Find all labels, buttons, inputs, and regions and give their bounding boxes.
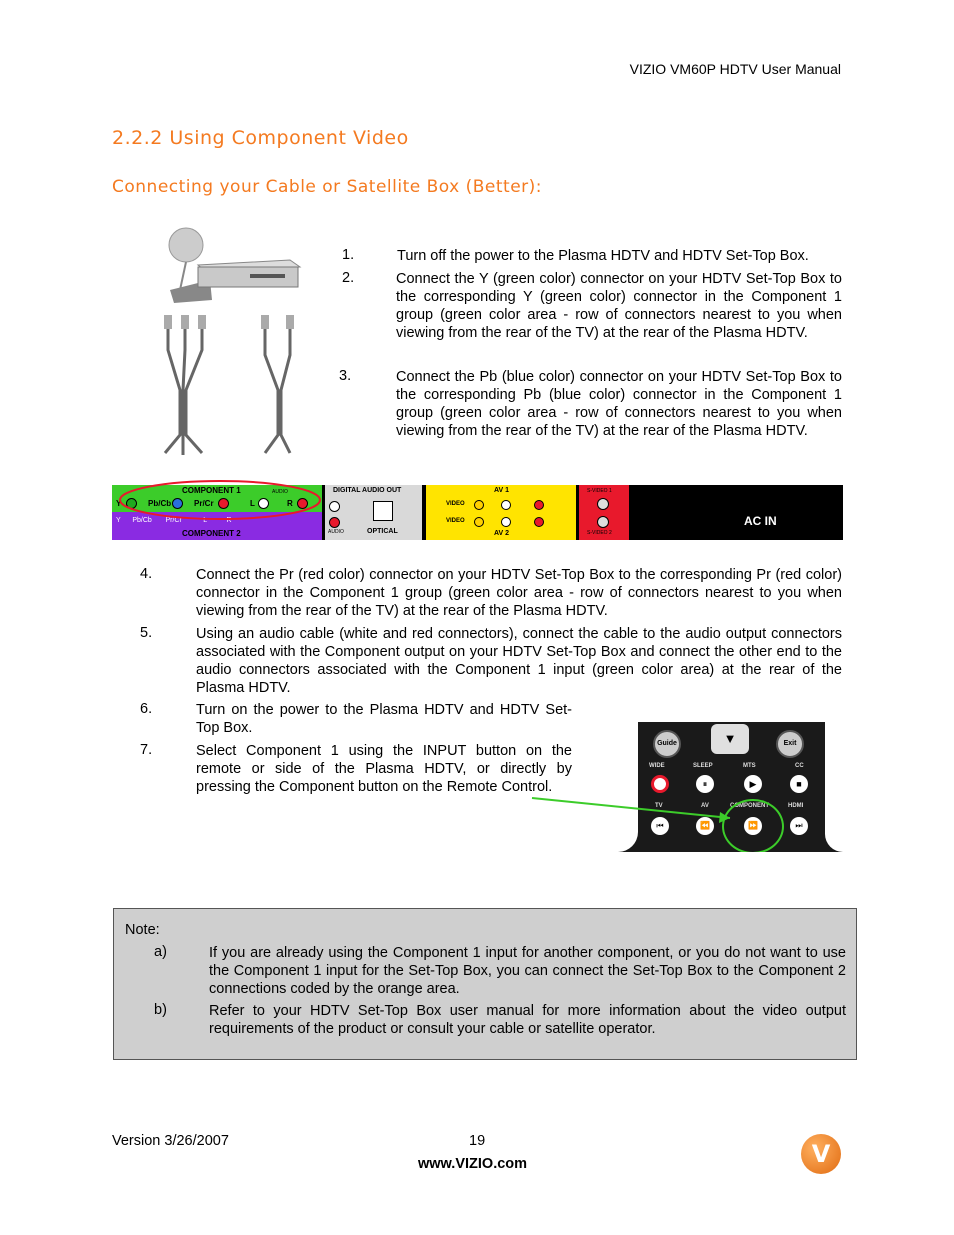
step-number: 1. [342,247,355,263]
step-text: Connect the Pb (blue color) connector on your HDTV Set-Top Box to the corresponding Pb (blue color) connector in the Component 1 group (green color area - row of connectors nearest to you when viewing from the rear of the TV) at the rear of the Plasma HDTV. [396,369,842,439]
audio-r-label: R [226,517,232,524]
svideo-jack-icon [597,516,609,528]
vizio-logo-icon: V [801,1134,841,1174]
stop-button[interactable]: ■ [790,775,808,793]
av1-label: AV 1 [494,487,510,494]
step-number: 3. [339,368,352,384]
pointer-arrow [530,790,740,830]
fast-forward-button[interactable]: ⏩ [744,817,762,835]
page-header: VIZIO VM60P HDTV User Manual [629,61,841,77]
optical-port-icon [373,501,393,521]
audio-label: AUDIO [272,489,288,495]
av2-label: AV 2 [494,530,510,537]
note-box [113,908,857,1060]
video-jack-icon [474,517,484,527]
rewind-button[interactable]: ⏪ [696,817,714,835]
footer-version: Version 3/26/2007 [112,1133,229,1149]
pause-button[interactable]: ⏸ [696,775,714,793]
cc-label: CC [795,763,804,769]
section-subheading: Connecting your Cable or Satellite Box (Better): [112,177,542,197]
svideo-area [579,485,629,540]
audio-label: AUDIO [328,529,344,535]
audio-l-jack-icon [329,501,340,512]
note-title: Note: [125,922,160,938]
settop-box-cables-illustration [140,215,320,465]
remote-control-image [618,722,843,852]
av-label: AV [701,803,709,809]
play-button[interactable]: ▶ [744,775,762,793]
audio-l-label: L [203,517,208,524]
note-item-label: b) [154,1002,167,1018]
mts-label: MTS [743,763,756,769]
digital-audio-label: DIGITAL AUDIO OUT [333,487,402,494]
note-item-text: Refer to your HDTV Set-Top Box user manual for more information about the video output requirements of the product or consult your cable or satellite operator. [209,1003,846,1037]
sleep-label: SLEEP [693,763,713,769]
audio-r-jack-icon [534,500,544,510]
step-text: Select Component 1 using the INPUT button on the remote or side of the Plasma HDTV, or directly by pressing the Component button on the Remote Control. [196,743,572,795]
pbcb-label: Pb/Cb [132,517,152,524]
svideo1-label: S-VIDEO 1 [587,488,612,494]
prcr-label: Pr/Cr [194,499,214,508]
down-arrow-icon[interactable]: ▼ [711,724,749,754]
svideo-jack-icon [597,498,609,510]
settop-box-icon [198,260,300,287]
audio-l-label: L [250,499,255,508]
section-heading: 2.2.2 Using Component Video [112,127,409,149]
step-number: 2. [342,270,355,286]
svideo2-label: S-VIDEO 2 [587,530,612,536]
audio-r-jack-icon [534,517,544,527]
optical-label: OPTICAL [367,528,398,535]
note-item-label: a) [154,944,167,960]
audio-r-label: R [287,499,293,508]
av-area [426,485,576,540]
tv-label: TV [655,803,663,809]
skip-forward-button[interactable]: ⏭ [790,817,808,835]
hdmi-label: HDMI [788,803,804,809]
step-number: 4. [140,566,153,582]
step-text: Turn off the power to the Plasma HDTV and HDTV Set-Top Box. [397,248,809,264]
y-label: Y [116,499,122,508]
highlight-ellipse [115,478,325,523]
step-text: Turn on the power to the Plasma HDTV and HDTV Set-Top Box. [196,702,572,736]
video-label: VIDEO [446,518,465,524]
step-text: Connect the Pr (red color) connector on your HDTV Set-Top Box to the corresponding Pr (red color) connector in the Component 1 group (green color area - row of connectors nearest to you when viewing from the rear of the TV) at the rear of the Plasma HDTV. [196,567,842,619]
step-number: 7. [140,742,153,758]
pbcb-label: Pb/Cb [148,499,172,508]
component2-label: COMPONENT 2 [182,529,241,538]
step-text: Connect the Y (green color) connector on your HDTV Set-Top Box to the corresponding Y (green color) connector in the Component 1 group (green color area - row of connectors nearest to you when viewing from the rear of the TV) at the rear of the Plasma HDTV. [396,271,842,341]
video-label: VIDEO [446,501,465,507]
rear-connector-panel [112,485,843,540]
audio-l-jack-icon [501,517,511,527]
step-number: 6. [140,701,153,717]
exit-button[interactable]: Exit [776,730,804,758]
guide-button[interactable]: Guide [653,730,681,758]
audio-r-jack-icon [329,517,340,528]
component-cable-icon [165,325,290,455]
audio-l-jack-icon [501,500,511,510]
skip-back-button[interactable]: ⏮ [651,817,669,835]
step-number: 5. [140,625,153,641]
y-label: Y [116,517,121,524]
video-jack-icon [474,500,484,510]
prcr-label: Pr/Cr [165,517,182,524]
ac-in-label: AC IN [744,514,777,528]
component-label: COMPONENT [730,803,769,809]
component1-label: COMPONENT 1 [182,486,241,495]
digital-audio-area [325,485,422,540]
footer-website: www.VIZIO.com [418,1156,528,1172]
wide-label: WIDE [649,763,665,769]
step-text: Using an audio cable (white and red connectors), connect the cable to the audio output connectors associated with the Component output on your HDTV Set-Top Box and connect the other end to the audio connectors associated with the Component 1 input (green color area) at the rear of the Plasma HDTV. [196,626,842,696]
note-item-text: If you are already using the Component 1 input for another component, or you do not want to use the Component 1 input for the Set-Top Box, you can connect the Set-Top Box to the Component 2 connections coded by the orange area. [209,945,846,997]
footer-page-number: 19 [469,1133,486,1149]
